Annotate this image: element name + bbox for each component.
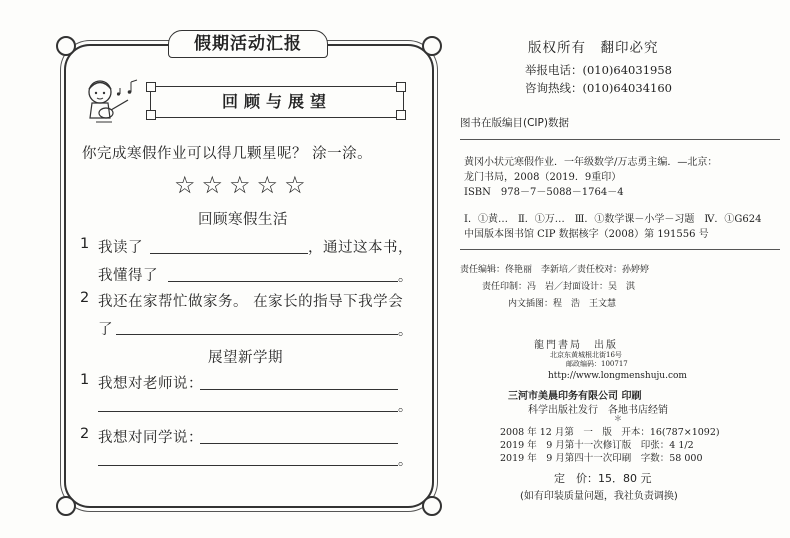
editor-credits: 责任编辑：佟艳丽 李新培／责任校对：孙婷婷 (460, 265, 650, 275)
price: 定 价：15．80 元 (554, 472, 652, 485)
sentence-end: 。 (398, 323, 412, 339)
book-read-label: 我读了 (98, 240, 143, 256)
cip-title-line: 黄冈小状元寒假作业．一年级数学/万志勇主编．—北京： (464, 157, 718, 168)
housework-sentence: 我还在家帮忙做家务。 在家长的指导下我学会 (98, 294, 404, 310)
teacher-label: 我想对老师说： (98, 376, 203, 392)
teacher-blank-2[interactable] (98, 411, 398, 412)
item-number: 2 (80, 290, 90, 306)
revision-info: 2019 年 9 月第十一次修订版 印张：4 1/2 (500, 440, 694, 451)
item-number: 1 (80, 236, 90, 252)
frame-corner-ornament (422, 496, 442, 516)
item-number: 1 (80, 372, 90, 388)
sentence-end: 。 (398, 399, 412, 415)
distributor: 科学出版社发行 各地书店经销 (528, 405, 668, 416)
worksheet-title: 假期活动汇报 (168, 30, 328, 58)
copyright-notice: 版权所有 翻印必究 (528, 40, 659, 56)
book-title-blank[interactable] (150, 253, 308, 254)
printer: 三河市美晨印务有限公司 印刷 (508, 391, 642, 402)
publisher-address: 北京东黄城根北街16号 (550, 351, 622, 359)
separator-mark: ＊ (614, 414, 622, 423)
cip-classification: Ⅰ．①黄… Ⅱ．①万… Ⅲ．①数学课－小学－习题 Ⅳ．①G624 (464, 214, 762, 225)
publisher-zip: 邮政编码：100717 (566, 360, 628, 368)
star-rating[interactable]: ☆☆☆☆☆ (174, 171, 312, 199)
section-banner: 回顾与展望 (150, 86, 404, 118)
frame-corner-ornament (56, 36, 76, 56)
banner-corner-ornament (146, 110, 156, 120)
banner-corner-ornament (146, 82, 156, 92)
edition-info: 2008 年 12 月第 一 版 开本：16(787×1092) (500, 427, 720, 438)
printing-info: 2019 年 9 月第四十一次印刷 字数：58 000 (500, 453, 703, 464)
guitar-kid-icon (76, 72, 146, 128)
star-question: 你完成寒假作业可以得几颗星呢？ 涂一涂。 (82, 146, 373, 162)
colophon-page (440, 0, 790, 538)
production-credits: 责任印制：冯 岩／封面设计：吴 淇 (482, 282, 636, 292)
banner-corner-ornament (396, 110, 406, 120)
isbn: ISBN 978－7－5088－1764－4 (464, 187, 624, 198)
frame-corner-ornament (56, 496, 76, 516)
classmate-label: 我想对同学说： (98, 430, 203, 446)
classmate-blank-2[interactable] (98, 465, 398, 466)
housework-blank[interactable] (116, 334, 398, 335)
cip-publisher-line: 龙门书局，2008（2019．9重印） (464, 172, 622, 183)
housework-continuation: 了 (98, 322, 113, 338)
classmate-blank-1[interactable] (200, 443, 398, 444)
divider (460, 249, 780, 250)
cip-header: 图书在版编目(CIP)数据 (460, 117, 569, 129)
banner-corner-ornament (396, 82, 406, 92)
review-heading: 回顾寒假生活 (198, 212, 288, 228)
quality-note: (如有印装质量问题，我社负责调换) (520, 491, 678, 502)
outlook-heading: 展望新学期 (208, 350, 283, 366)
publisher: 龍門書局 出版 (534, 340, 618, 351)
learned-label: 我懂得了 (98, 268, 158, 284)
item-number: 2 (80, 426, 90, 442)
cip-check-number: 中国版本图书馆 CIP 数据核字（2008）第 191556 号 (464, 229, 709, 240)
teacher-blank-1[interactable] (200, 389, 398, 390)
learned-blank[interactable] (168, 281, 398, 282)
illustration-credits: 内文插图：程 浩 王文慧 (508, 299, 617, 309)
divider (460, 139, 780, 140)
publisher-website: http://www.longmenshuju.com (548, 371, 687, 381)
sentence-end: 。 (398, 453, 412, 469)
book-read-continuation: ，通过这本书， (308, 240, 413, 256)
consult-phone: 咨询热线：(010)64034160 (525, 81, 672, 95)
report-phone: 举报电话：(010)64031958 (525, 63, 672, 77)
frame-corner-ornament (422, 36, 442, 56)
sentence-end: 。 (398, 269, 412, 285)
